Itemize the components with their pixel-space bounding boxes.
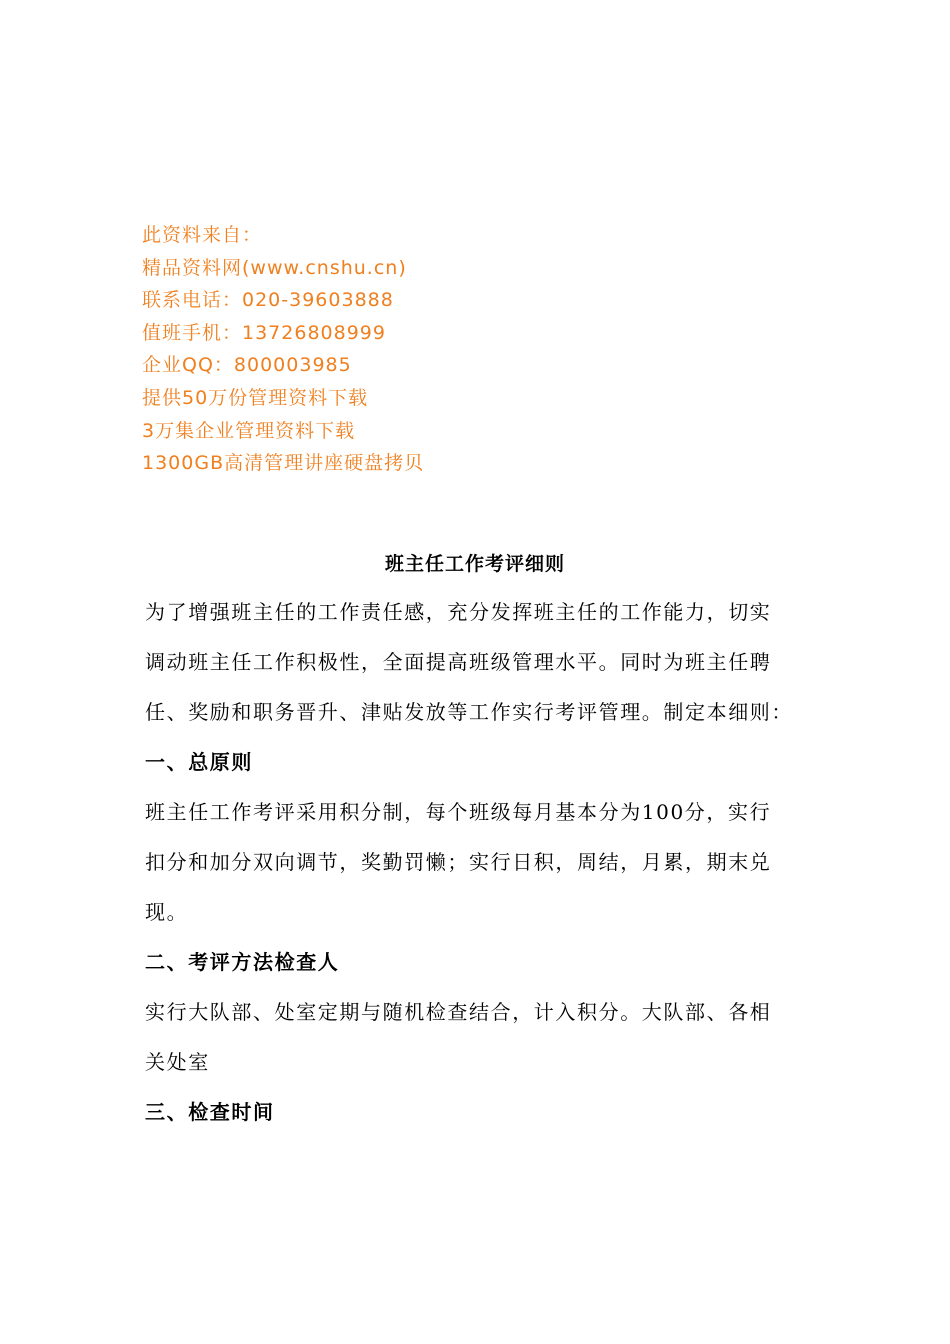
paragraph-line: 实行大队部、处室定期与随机检查结合，计入积分。大队部、各相 bbox=[145, 1000, 772, 1024]
section-heading-evaluation-method: 二、考评方法检查人 bbox=[145, 950, 340, 974]
intro-line: 调动班主任工作积极性，全面提高班级管理水平。同时为班主任聘 bbox=[145, 650, 772, 674]
paragraph-line: 扣分和加分双向调节，奖勤罚懒；实行日积，周结，月累，期末兑 bbox=[145, 850, 772, 874]
duty-mobile: 值班手机：13726808999 bbox=[142, 321, 386, 344]
source-label: 此资料来自： bbox=[142, 224, 263, 246]
source-info-block bbox=[142, 219, 424, 480]
paragraph-line: 班主任工作考评采用积分制，每个班级每月基本分为100分，实行 bbox=[145, 800, 772, 824]
contact-phone: 联系电话：020-39603888 bbox=[142, 289, 394, 312]
promo-line-downloads: 提供50万份管理资料下载 bbox=[142, 386, 369, 409]
paragraph-line: 关处室 bbox=[145, 1050, 210, 1074]
intro-line: 为了增强班主任的工作责任感，充分发挥班主任的工作能力，切实 bbox=[145, 600, 772, 624]
promo-line-collections: 3万集企业管理资料下载 bbox=[142, 419, 356, 442]
section-heading-general-principles: 一、总原则 bbox=[145, 750, 253, 774]
document-body bbox=[145, 587, 815, 1137]
intro-line: 任、奖励和职务晋升、津贴发放等工作实行考评管理。制定本细则： bbox=[145, 700, 793, 724]
document-title: 班主任工作考评细则 bbox=[384, 553, 565, 575]
company-qq: 企业QQ：800003985 bbox=[142, 354, 352, 377]
promo-line-lectures: 1300GB高清管理讲座硬盘拷贝 bbox=[142, 452, 425, 475]
section-heading-inspection-time: 三、检查时间 bbox=[145, 1100, 275, 1124]
source-website: 精品资料网(www.cnshu.cn) bbox=[142, 256, 407, 279]
paragraph-line: 现。 bbox=[145, 900, 189, 924]
